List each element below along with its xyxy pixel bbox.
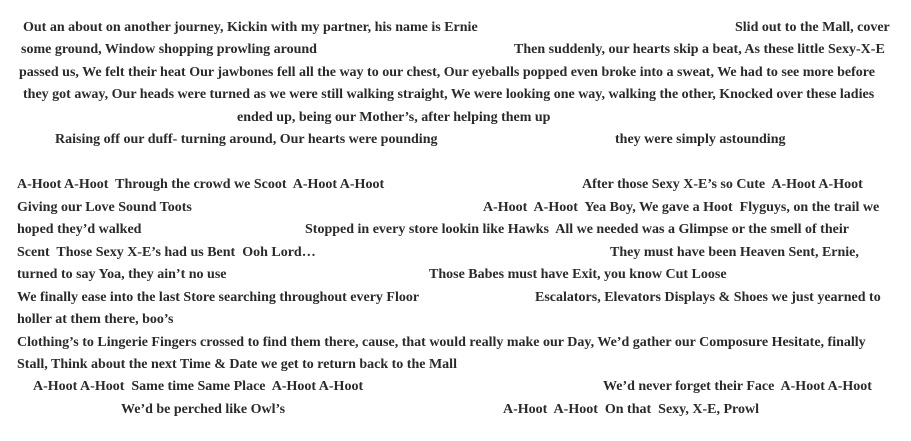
poem-line: Stopped in every store lookin like Hawks All we needed was a Glimpse or the smell of their bbox=[305, 222, 849, 237]
poem-line: Clothing’s to Lingerie Fingers crossed to find them there, cause, that would really make our Day, We’d gather our Composure Hesitate, finally bbox=[17, 335, 866, 350]
poem-line: A-Hoot A-Hoot Yea Boy, We gave a Hoot Flyguys, on the trail we bbox=[483, 200, 880, 215]
poem-line: Out an about on another journey, Kickin with my partner, his name is Ernie bbox=[23, 20, 478, 35]
poem-line: After those Sexy X-E’s so Cute A-Hoot A-Hoot bbox=[582, 177, 863, 192]
poem-line: Then suddenly, our hearts skip a beat, As these little Sexy-X-E bbox=[514, 42, 885, 57]
poem-line: ended up, being our Mother’s, after helping them up bbox=[237, 110, 551, 125]
poem-line: We’d be perched like Owl’s bbox=[121, 402, 286, 417]
poem-line: They must have been Heaven Sent, Ernie, bbox=[610, 245, 859, 260]
poem-line: A-Hoot A-Hoot Through the crowd we Scoot A-Hoot A-Hoot bbox=[17, 177, 385, 192]
poem-line: Those Babes must have Exit, you know Cut Loose bbox=[429, 267, 727, 282]
poem-line: holler at them there, boo’s bbox=[17, 312, 174, 327]
poem-line: Escalators, Elevators Displays & Shoes we just yearned to bbox=[535, 290, 881, 305]
poem-line: they got away, Our heads were turned as we were still walking straight, We were looking one way, walking the other, Knocked over these ladies bbox=[23, 87, 875, 102]
poem-line: We finally ease into the last Store searching throughout every Floor bbox=[17, 290, 420, 305]
poem-line: A-Hoot A-Hoot Same time Same Place A-Hoot A-Hoot bbox=[33, 379, 364, 394]
poem-line: some ground, Window shopping prowling around bbox=[21, 42, 317, 57]
poem-line: hoped they’d walked bbox=[17, 222, 142, 237]
poem-line: Scent Those Sexy X-E’s had us Bent Ooh Lord… bbox=[17, 245, 316, 260]
poem-line: Slid out to the Mall, cover bbox=[735, 20, 890, 35]
poem-line: Raising off our duff- turning around, Our hearts were pounding bbox=[55, 132, 438, 147]
poem-line: We’d never forget their Face A-Hoot A-Hoot bbox=[603, 379, 872, 394]
poem-line: Stall, Think about the next Time & Date we get to return back to the Mall bbox=[17, 357, 457, 372]
poem-line: Giving our Love Sound Toots bbox=[17, 200, 192, 215]
poem-line: passed us, We felt their heat Our jawbones fell all the way to our chest, Our eyeballs popped even broke into a sweat, We had to see more before bbox=[19, 65, 875, 80]
poem-line: they were simply astounding bbox=[615, 132, 786, 147]
poem-line: turned to say Yoa, they ain’t no use bbox=[17, 267, 227, 282]
poem-line: A-Hoot A-Hoot On that Sexy, X-E, Prowl bbox=[503, 402, 760, 417]
